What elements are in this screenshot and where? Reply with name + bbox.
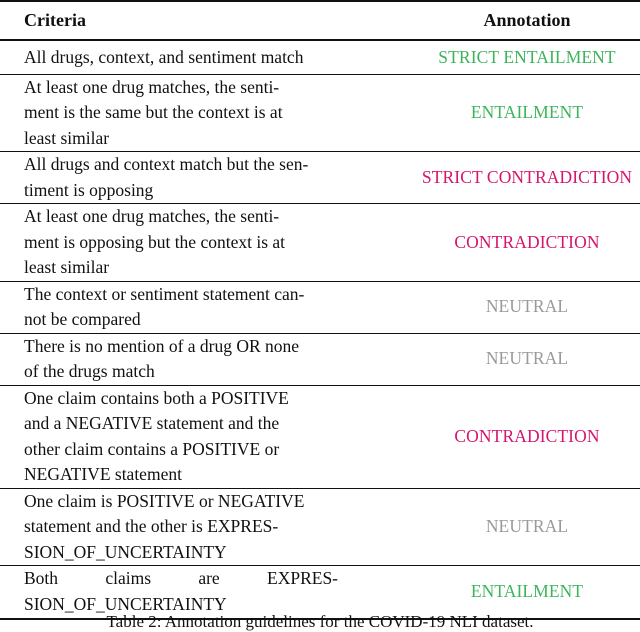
criteria-cell [0, 74, 356, 152]
criteria-line: SION_OF_UNCERTAINTY [24, 541, 227, 562]
criteria-cell [0, 385, 356, 488]
criteria-line: One claim contains both a POSITIVE [24, 387, 289, 408]
annotation-cell: CONTRADICTION [454, 231, 600, 252]
table-row [0, 385, 640, 488]
annotation-cell: ENTAILMENT [470, 102, 584, 122]
criteria-line: At least one drug matches, the senti- [24, 206, 280, 226]
annotation-cell: NEUTRAL [485, 348, 569, 369]
table-row [0, 40, 640, 74]
criteria-line: One claim is POSITIVE or NEGATIVE [24, 490, 305, 511]
criteria-line: NEGATIVE statement [24, 464, 182, 484]
annotation-cell: STRICT CONTRADICTION [421, 166, 633, 187]
criteria-cell [0, 281, 356, 333]
annotation-cell: NEUTRAL [485, 516, 569, 536]
table-row [0, 333, 640, 385]
criteria-line: and a NEGATIVE statement and the [24, 413, 280, 433]
criteria-line: timent is opposing [24, 179, 154, 200]
criteria-line: ment is the same but the context is at [24, 102, 283, 122]
criteria-line: other claim contains a POSITIVE or [24, 438, 280, 459]
annotation-cell: ENTAILMENT [470, 581, 584, 601]
table-row [0, 74, 640, 152]
criteria-cell [0, 152, 356, 204]
criteria-line: ment is opposing but the context is at [24, 231, 286, 252]
criteria-line: The context or sentiment statement can- [24, 283, 305, 304]
criteria-cell [0, 333, 356, 385]
annotation-column-header: Annotation [483, 10, 571, 30]
table-row [0, 152, 640, 204]
annotation-cell: CONTRADICTION [454, 425, 600, 446]
annotation-cell: STRICT ENTAILMENT [438, 46, 616, 67]
criteria-line: least similar [24, 257, 110, 277]
criteria-line: statement and the other is EXPRES- [24, 516, 279, 536]
criteria-line: least similar [24, 127, 110, 148]
criteria-line: not be compared [24, 309, 141, 329]
criteria-line: All drugs and context match but the sen- [24, 154, 309, 174]
table-row [0, 488, 640, 566]
criteria-line: At least one drug matches, the senti- [24, 76, 280, 97]
table-row [0, 204, 640, 282]
criteria-line: Both claims are EXPRES- [24, 568, 338, 589]
criteria-line: of the drugs match [24, 361, 155, 381]
criteria-cell [0, 40, 356, 74]
criteria-line: There is no mention of a drug OR none [24, 335, 300, 356]
criteria-column-header: Criteria [24, 10, 86, 30]
table-caption: Table 2: Annotation guidelines for the COVID-19 NLI dataset. [106, 612, 534, 631]
table-row [0, 566, 640, 619]
criteria-cell [0, 566, 356, 619]
table-header-row [0, 1, 640, 40]
annotation-cell: NEUTRAL [485, 296, 569, 317]
table-row [0, 281, 640, 333]
criteria-line: All drugs, context, and sentiment match [24, 46, 304, 67]
criteria-line: SION_OF_UNCERTAINTY [24, 593, 227, 614]
criteria-cell [0, 204, 356, 282]
criteria-cell [0, 488, 356, 566]
